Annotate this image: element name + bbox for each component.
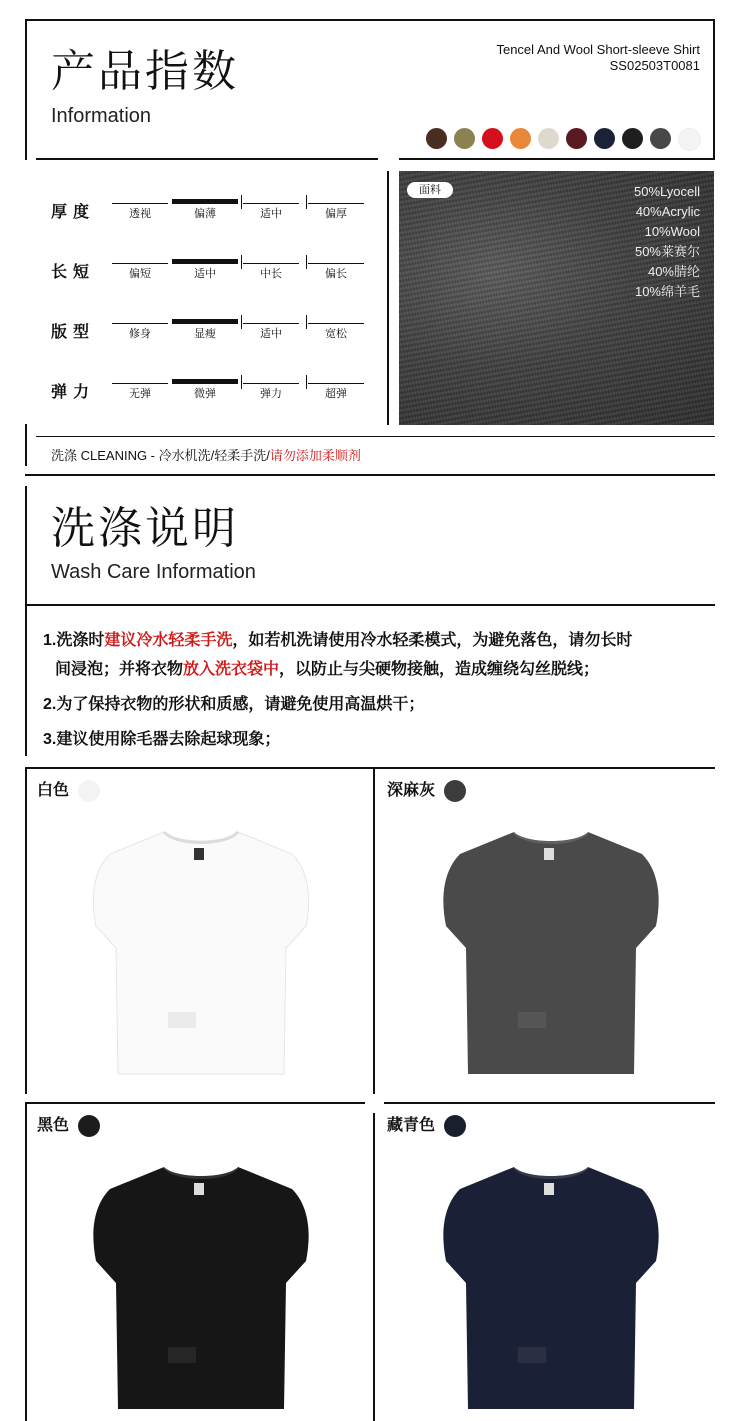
shirt-body	[93, 832, 308, 1074]
option-separator	[241, 375, 242, 389]
option-bar	[243, 203, 299, 204]
composition-line: 50%莱赛尔	[634, 244, 700, 259]
attribute-option	[112, 323, 168, 340]
option-separator	[241, 315, 242, 329]
option-bar	[172, 259, 238, 264]
shirt-label	[194, 1183, 204, 1195]
divider-right	[399, 158, 715, 160]
option-label: 透视	[129, 208, 151, 220]
option-bar	[112, 383, 168, 384]
color-dot	[444, 780, 466, 802]
option-label: 适中	[260, 208, 282, 220]
attribute-label: 长短	[51, 264, 96, 281]
attribute-label: 厚度	[51, 204, 96, 221]
fabric-composition	[634, 182, 700, 302]
option-label: 宽松	[325, 328, 347, 340]
attribute-option	[177, 203, 233, 220]
color-swatch[interactable]	[510, 128, 531, 149]
attribute-option	[243, 323, 299, 340]
wash-text: 1.洗涤时	[43, 632, 105, 649]
option-label: 适中	[260, 328, 282, 340]
cleaning-note	[51, 448, 361, 464]
attribute-option	[177, 263, 233, 280]
option-bar	[308, 263, 364, 264]
option-bar	[172, 379, 238, 384]
cleaning-text: 洗涤 CLEANING - 冷水机洗/轻柔手洗/	[51, 448, 270, 463]
attribute-option	[308, 323, 364, 340]
grid-row-rule-right	[384, 1102, 715, 1104]
divider-left	[36, 158, 378, 160]
color-name: 白色	[37, 782, 70, 799]
grid-middle-bottom	[373, 1113, 375, 1421]
shirt-label	[194, 848, 204, 860]
wash-subtitle: Wash Care Information	[51, 561, 256, 583]
color-dot	[78, 780, 100, 802]
left-border	[25, 19, 27, 160]
shirt-label	[544, 1183, 554, 1195]
attribute-label: 弹力	[51, 384, 96, 401]
attribute-option	[243, 263, 299, 280]
shirt-patch	[518, 1347, 546, 1363]
composition-line: 40%Acrylic	[635, 204, 700, 219]
color-dot	[444, 1115, 466, 1137]
option-label: 弹力	[260, 388, 282, 400]
attribute-option	[177, 383, 233, 400]
shirt-patch	[168, 1012, 196, 1028]
option-label: 超弹	[325, 388, 347, 400]
product-name: Tencel And Wool Short-sleeve Shirt	[496, 42, 700, 57]
attribute-option	[177, 323, 233, 340]
option-separator	[306, 375, 307, 389]
grid-row-rule-left	[25, 1102, 365, 1104]
option-label: 中长	[260, 268, 282, 280]
page-title: 产品指数	[51, 47, 239, 96]
grid-left-border-bottom	[25, 1102, 27, 1421]
shirt-body	[443, 832, 658, 1074]
option-separator	[306, 255, 307, 269]
option-label: 适中	[194, 268, 216, 280]
shirt-image	[436, 1165, 666, 1415]
section-divider	[25, 474, 715, 476]
color-name: 黑色	[37, 1117, 70, 1134]
shirt-image	[86, 1165, 316, 1415]
product-code: SS02503T0081	[609, 58, 700, 73]
right-border	[713, 19, 715, 160]
composition-line: 10%绵羊毛	[634, 284, 700, 299]
color-swatch[interactable]	[650, 128, 671, 149]
wash-item-1	[43, 626, 713, 684]
wash-title-rule	[25, 604, 715, 606]
attribute-label: 版型	[51, 324, 96, 341]
page-subtitle: Information	[51, 105, 152, 127]
cleaning-top-rule	[36, 436, 715, 437]
color-swatch[interactable]	[566, 128, 587, 149]
shirt-body	[443, 1167, 658, 1409]
option-label: 修身	[129, 328, 151, 340]
grid-left-border-top	[25, 767, 27, 1094]
option-bar	[112, 323, 168, 324]
cleaning-left-border	[25, 424, 27, 466]
attribute-option	[112, 383, 168, 400]
option-label: 无弹	[129, 388, 151, 400]
shirt-patch	[168, 1347, 196, 1363]
shirt-label	[544, 848, 554, 860]
grid-middle-top	[373, 767, 375, 1094]
option-separator	[241, 255, 242, 269]
option-bar	[112, 203, 168, 204]
option-label: 显瘦	[194, 328, 216, 340]
option-label: 偏短	[129, 268, 151, 280]
wash-text: 间浸泡；并将衣物	[55, 661, 184, 678]
option-separator	[241, 195, 242, 209]
color-swatch[interactable]	[454, 128, 475, 149]
option-bar	[308, 203, 364, 204]
wash-item-3: 3.建议使用除毛器去除起球现象；	[43, 731, 281, 748]
attribute-option	[243, 383, 299, 400]
color-swatch[interactable]	[622, 128, 643, 149]
attribute-option	[308, 263, 364, 280]
option-bar	[243, 323, 299, 324]
color-swatch[interactable]	[426, 128, 447, 149]
color-dot	[78, 1115, 100, 1137]
composition-line: 40%腈纶	[647, 264, 700, 279]
attr-vertical-divider	[387, 171, 389, 425]
attribute-option	[243, 203, 299, 220]
wash-title: 洗涤说明	[51, 504, 239, 553]
attribute-option	[112, 203, 168, 220]
wash-item-2: 2.为了保持衣物的形状和质感，请避免使用高温烘干；	[43, 696, 425, 713]
option-bar	[243, 263, 299, 264]
color-swatch[interactable]	[482, 128, 503, 149]
wash-left-border	[25, 486, 27, 756]
wash-highlight: 建议冷水轻柔手洗	[104, 632, 233, 649]
attribute-option	[308, 203, 364, 220]
option-bar	[112, 263, 168, 264]
shirt-body	[93, 1167, 308, 1409]
fabric-image	[399, 171, 714, 425]
color-swatch[interactable]	[678, 128, 701, 151]
top-border	[25, 19, 714, 21]
cleaning-warning: 请勿添加柔顺剂	[269, 448, 361, 463]
option-label: 偏厚	[325, 208, 347, 220]
option-bar	[243, 383, 299, 384]
fabric-tag: 面料	[407, 182, 453, 198]
shirt-image	[86, 830, 316, 1080]
option-bar	[172, 199, 238, 204]
option-bar	[308, 383, 364, 384]
color-swatch[interactable]	[538, 128, 559, 149]
color-name: 深麻灰	[387, 782, 436, 799]
option-label: 微弹	[194, 388, 216, 400]
option-bar	[308, 323, 364, 324]
attribute-option	[308, 383, 364, 400]
shirt-image	[436, 830, 666, 1080]
option-bar	[172, 319, 238, 324]
attribute-option	[112, 263, 168, 280]
composition-line: 10%Wool	[644, 224, 700, 239]
option-label: 偏长	[325, 268, 347, 280]
product-name-block	[400, 42, 700, 74]
wash-text: ，以防止与尖硬物接触，造成缠绕勾丝脱线；	[279, 661, 600, 678]
shirt-patch	[518, 1012, 546, 1028]
wash-highlight: 放入洗衣袋中	[183, 661, 280, 678]
option-separator	[306, 315, 307, 329]
wash-bottom-rule	[25, 767, 715, 769]
option-label: 偏薄	[194, 208, 216, 220]
composition-line: 50%Lyocell	[633, 184, 700, 199]
wash-text: ，如若机洗请使用冷水轻柔模式，为避免落色，请勿长时	[232, 632, 633, 649]
color-swatch[interactable]	[594, 128, 615, 149]
wash-instructions	[43, 626, 713, 754]
option-separator	[306, 195, 307, 209]
color-name: 藏青色	[387, 1117, 436, 1134]
